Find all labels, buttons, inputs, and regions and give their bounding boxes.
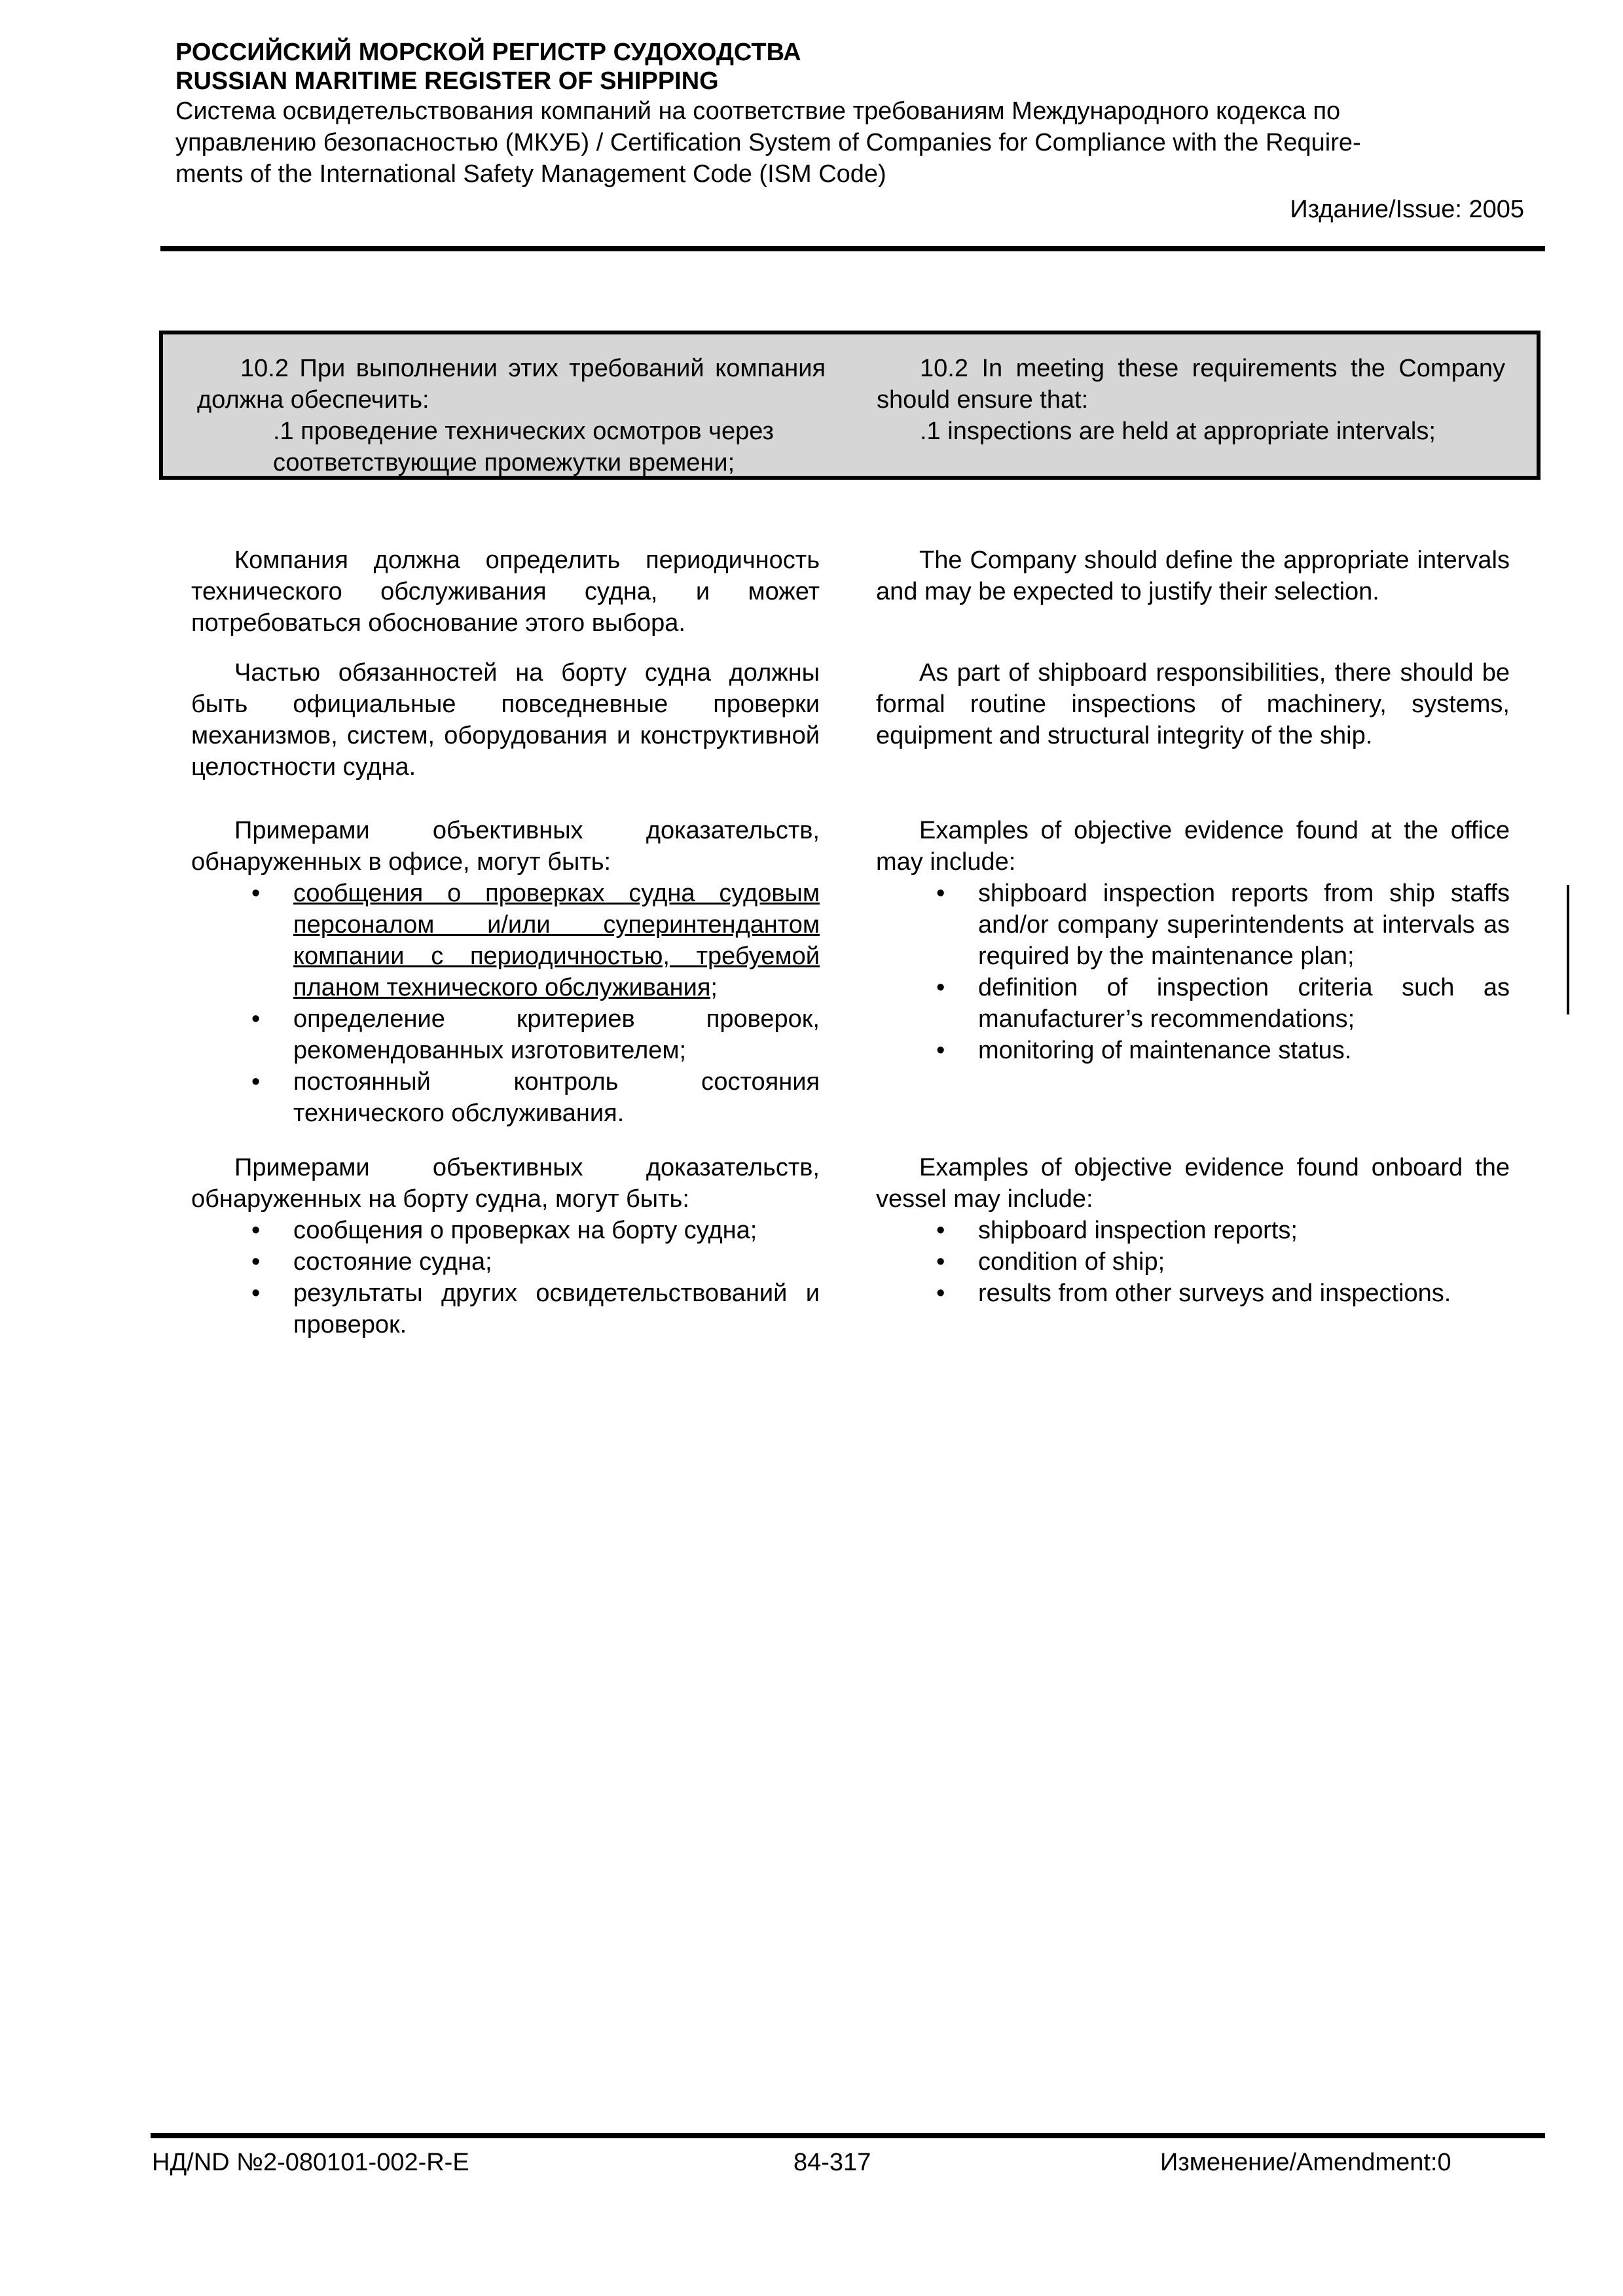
issue-label: Издание/Issue: 2005 — [1290, 196, 1524, 223]
requirement-ru-item: .1 проведение технических осмотров через соответствующие промежутки времени; — [273, 418, 774, 476]
list-item: • сообщения о проверках на борту судна; — [191, 1215, 820, 1246]
list-item: • definition of inspection criteria such as manufacturer’s recommendations; — [876, 972, 1510, 1035]
subtitle-line-2: управлению безопасностью (МКУБ) / Certification System of Companies for Compliance with the Require- — [175, 129, 1361, 156]
bullet-icon: • — [936, 1217, 945, 1244]
ru-ship-section — [191, 1152, 820, 1340]
bullet-icon: • — [251, 1005, 261, 1033]
requirement-ru — [197, 353, 826, 478]
list-item: • постоянный контроль состояния технического обслуживания. — [191, 1066, 820, 1129]
requirement-en — [877, 353, 1505, 447]
ru-para-1: Компания должна определить периодичность технического обслуживания судна, и может потребоваться обоснование этого выбора. — [191, 547, 820, 637]
list-item: • определение критериев проверок, рекомендованных изготовителем; — [191, 1003, 820, 1066]
footer-doc-number: НД/ND №2-080101-002-R-E — [152, 2149, 469, 2176]
org-name-en: RUSSIAN MARITIME REGISTER OF SHIPPING — [175, 67, 719, 95]
change-bar — [1567, 885, 1569, 1014]
en-ship-section — [876, 1152, 1510, 1309]
org-name-ru: РОССИЙСКИЙ МОРСКОЙ РЕГИСТР СУДОХОДСТВА — [175, 39, 801, 66]
list-item: • monitoring of maintenance status. — [876, 1035, 1510, 1066]
en-para-1: The Company should define the appropriate intervals and may be expected to justify their selection. — [876, 547, 1510, 605]
bullet-icon: • — [936, 1248, 945, 1276]
en-ship-list — [876, 1215, 1510, 1309]
bullet-icon: • — [251, 1068, 261, 1096]
en-office-list — [876, 878, 1510, 1066]
bullet-icon: • — [251, 1217, 261, 1244]
ru-ship-list — [191, 1215, 820, 1340]
list-item: • сообщения о проверках судна судовым персоналом и/или суперинтендантом компании с периодичностью, требуемой планом технического обслуживания; — [191, 878, 820, 1003]
bullet-icon: • — [936, 1280, 945, 1307]
footer-page-number: 84-317 — [793, 2149, 871, 2176]
subtitle-line-1: Система освидетельствования компаний на соответствие требованиям Международного кодекса по — [175, 98, 1341, 125]
ru-para-2: Частью обязанностей на борту судна должны быть официальные повседневные проверки механизмов, систем, оборудования и конструктивной целостности судна. — [191, 659, 820, 781]
bullet-icon: • — [251, 1280, 261, 1307]
en-para-2: As part of shipboard responsibilities, there should be formal routine inspections of machinery, systems, equipment and structural integrity of the ship. — [876, 659, 1510, 749]
bullet-icon: • — [251, 1248, 261, 1276]
ru-ship-intro: Примерами объективных доказательств, обнаруженных на борту судна, могут быть: — [191, 1154, 820, 1213]
header-rule — [160, 246, 1545, 251]
ru-office-section — [191, 815, 820, 1129]
list-item: • condition of ship; — [876, 1246, 1510, 1278]
bullet-icon: • — [936, 974, 945, 1001]
requirement-ru-intro: 10.2 При выполнении этих требований компания должна обеспечить: — [197, 355, 826, 414]
bullet-icon: • — [936, 880, 945, 907]
en-office-intro: Examples of objective evidence found at the office may include: — [876, 817, 1510, 876]
requirement-en-intro: 10.2 In meeting these requirements the Company should ensure that: — [877, 355, 1505, 414]
page-header — [175, 38, 1524, 225]
en-office-section — [876, 815, 1510, 1066]
list-item: • результаты других освидетельствований и проверок. — [191, 1278, 820, 1340]
ru-office-list — [191, 878, 820, 1129]
footer-amendment: Изменение/Amendment:0 — [1160, 2149, 1451, 2176]
subtitle-line-3: ments of the International Safety Management Code (ISM Code) — [175, 160, 886, 188]
requirement-en-item: .1 inspections are held at appropriate intervals; — [920, 418, 1436, 445]
list-item: • состояние судна; — [191, 1246, 820, 1278]
bullet-icon: • — [251, 880, 261, 907]
requirement-box — [159, 331, 1541, 480]
ru-office-intro: Примерами объективных доказательств, обнаруженных в офисе, могут быть: — [191, 817, 820, 876]
bullet-icon: • — [936, 1037, 945, 1064]
list-item: • results from other surveys and inspections. — [876, 1278, 1510, 1309]
footer-rule — [151, 2133, 1545, 2138]
list-item: • shipboard inspection reports from ship staffs and/or company superintendents at intervals as required by the maintenance plan; — [876, 878, 1510, 972]
en-ship-intro: Examples of objective evidence found onboard the vessel may include: — [876, 1154, 1510, 1213]
list-item: • shipboard inspection reports; — [876, 1215, 1510, 1246]
